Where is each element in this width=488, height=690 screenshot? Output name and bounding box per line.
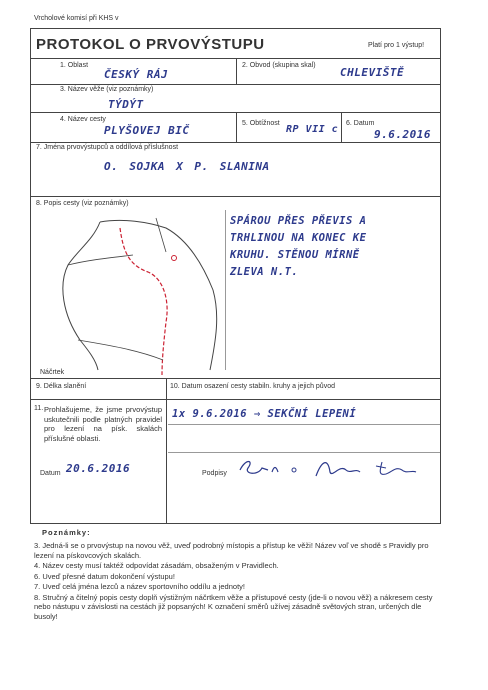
route-sketch bbox=[38, 210, 228, 378]
field-7-value: O. SOJKA X P. SLANINA bbox=[104, 160, 270, 173]
field-9-label: 9. Délka slanění bbox=[36, 383, 87, 390]
field-4-label: 4. Název cesty bbox=[60, 116, 106, 123]
field-1-value: ČESKÝ RÁJ bbox=[104, 68, 169, 81]
field-4-value: PLYŠOVEJ BIČ bbox=[104, 124, 190, 137]
frame-top bbox=[30, 28, 441, 29]
frame-left bbox=[30, 28, 31, 524]
field-8-label: 8. Popis cesty (viz poznámky) bbox=[36, 200, 129, 207]
validity-note: Platí pro 1 výstup! bbox=[368, 42, 425, 49]
date-value: 20.6.2016 bbox=[66, 462, 131, 475]
route-description-line: KRUHU. STĚNOU MÍRNĚ bbox=[230, 249, 360, 261]
frame-bottom bbox=[30, 523, 441, 524]
field-6-label: 6. Datum bbox=[346, 120, 375, 127]
route-description-line: TRHLINOU NA KONEC KE bbox=[230, 232, 367, 244]
signatures-label: Podpisy bbox=[202, 470, 227, 477]
field-2-label: 2. Obvod (skupina skal) bbox=[242, 62, 316, 69]
field-7-label: 7. Jména prvovýstupců a oddílová příslušnost bbox=[36, 144, 179, 151]
note-item: 7. Uveď celá jména lezců a název sportovního oddílu a jednoty! bbox=[34, 582, 245, 591]
field-2-value: CHLEVIŠTĚ bbox=[340, 66, 405, 79]
field-11-label: 11. bbox=[34, 405, 44, 412]
signatures bbox=[236, 456, 436, 482]
date-label: Datum bbox=[40, 470, 61, 477]
route-description-line: ZLEVA N.T. bbox=[230, 266, 299, 278]
field-10-value: 1x 9.6.2016 ⇒ SEKČNÍ LEPENÍ bbox=[172, 408, 357, 420]
field-1-label: 1. Oblast bbox=[60, 62, 89, 69]
frame-right bbox=[440, 28, 441, 524]
note-item: 3. Jedná-li se o prvovýstup na novou věž, uveď podrobný místopis a přístup ke věži! Název voľ ve shodě s Pravidly pro lezení na pískovcových skalách. bbox=[34, 541, 429, 560]
sketch-label: Náčrtek bbox=[40, 369, 65, 376]
route-description-line: SPÁROU PŘES PŘEVIS A bbox=[230, 215, 367, 227]
field-5-value: RP VII c bbox=[286, 124, 339, 135]
field-3-label: 3. Název věže (viz poznámky) bbox=[60, 86, 154, 93]
route-description bbox=[230, 213, 366, 281]
field-5-label: 5. Obtížnost bbox=[242, 120, 280, 127]
field-10-label: 10. Datum osazení cesty stabiln. kruhy a jejich původ bbox=[170, 383, 335, 390]
note-item: 4. Název cesty musí taktéž odpovídat zásadám, obsaženým v Pravidlech. bbox=[34, 561, 279, 570]
field-6-value: 9.6.2016 bbox=[374, 128, 431, 141]
note-item: 8. Stručný a čitelný popis cesty doplň výstižným náčrtkem věže a přístupové cesty (jde-li o novou věž) a nákresem cesty nebo nástupu v závislosti na cestách již popsaných! K označení směrů užívej zásadně světových stran, určených dle busoly! bbox=[34, 592, 433, 621]
notes-heading: Poznámky: bbox=[42, 528, 91, 537]
page-title: PROTOKOL O PRVOVÝSTUPU bbox=[36, 36, 265, 53]
notes-list bbox=[34, 541, 438, 621]
declaration-text: Prohlašujeme, že jsme prvovýstup uskutečnili podle platných pravidel pro lezení na písk. skalách příslušné oblasti. bbox=[44, 405, 162, 443]
note-item: 6. Uveď přesné datum dokončení výstupu! bbox=[34, 571, 175, 581]
committee-label: Vrcholové komisí při KHS v bbox=[34, 15, 119, 22]
field-3-value: TÝDÝT bbox=[108, 98, 144, 111]
